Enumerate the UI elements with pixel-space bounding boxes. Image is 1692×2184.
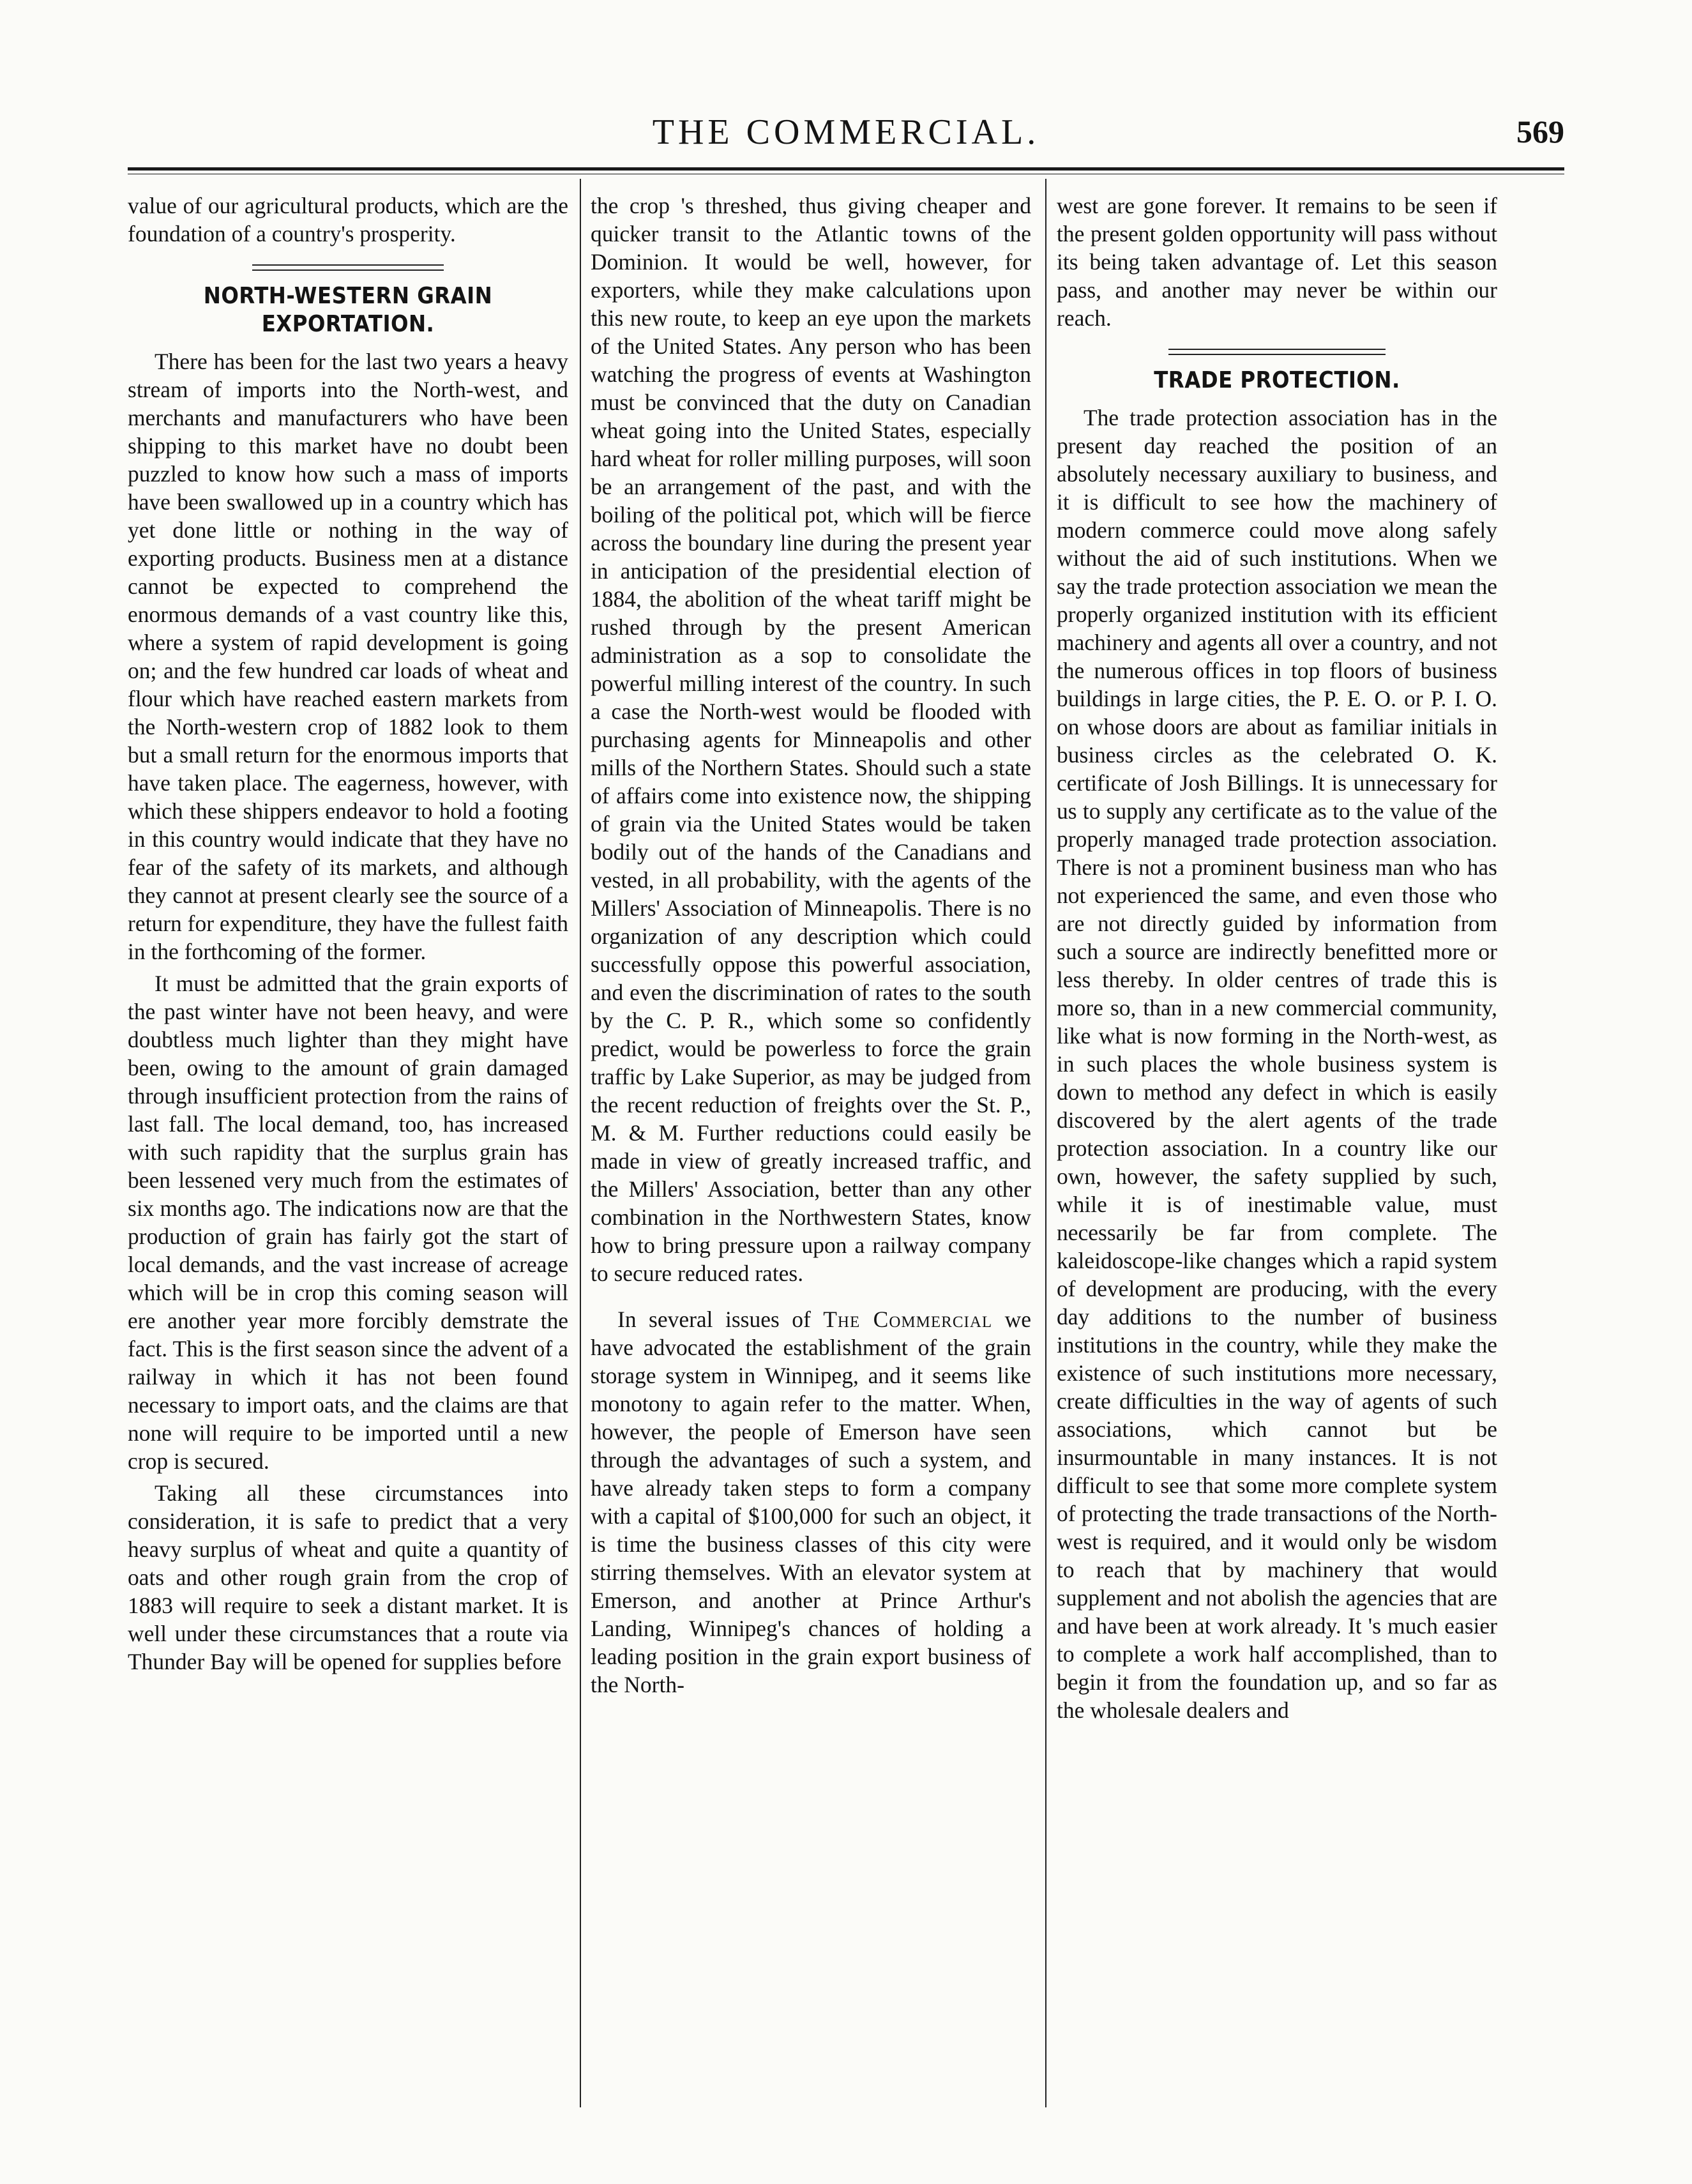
column-2 [591, 192, 1031, 2107]
column-divider [580, 179, 581, 2107]
section-separator [252, 264, 444, 271]
section-separator [1168, 349, 1386, 355]
column-1 [128, 192, 568, 2107]
masthead [128, 112, 1564, 156]
article-heading: NORTH-WESTERN GRAIN EXPORTATION. [203, 283, 493, 337]
article-continuation: west are gone forever. It remains to be seen if the present golden opportunity will pass without its being taken advantage of. Let this season pass, and another may never be within our reach. [1057, 193, 1497, 331]
paragraph: The trade protection association has in the present day reached the position of an absolutely necessary auxiliary to business, and it is difficult to see how the machinery of modern commerce could move along safely without the aid of such institutions. When we say the trade protection association we mean the properly organized institution with its efficient machinery and agents all over a country, and not the numerous offices in top floors of business buildings in large cities, the P. E. O. or P. I. O. on whose doors are about as familiar initials in business circles as the celebrated O. K. certificate of Josh Billings. It is unnecessary for us to supply any certificate as to the value of the properly managed trade protection association. There is not a prominent business man who has not experienced the same, and even those who are not directly guided by information from such a source are indirectly benefitted more or less thereby. In older centres of trade this is more so, than in a new commercial community, like what is now forming in the North-west, as in such places the whole business system is down to method any defect in which is easily discovered by the alert agents of the trade protection association. In a country like our own, however, the safety supplied by such, while it is of inestimable value, must necessarily be far from complete. The kaleidoscope-like changes which a rapid system of development are producing, with the every day additions to the number of business institutions in the country, while they make the existence of such institutions more necessary, create difficulties in the way of agents of such associations, which cannot but be insurmountable in many instances. It is not difficult to see that some more complete system of protecting the trade transactions of the North-west is required, and it would only be wisdom to reach that by machinery that would supplement and not abolish the agencies that are and have been at work already. It 's much easier to complete a work half accomplished, than to begin it from the foundation up, and so far as the wholesale dealers and [1057, 405, 1497, 1723]
header-rule [128, 167, 1564, 174]
text-run: we have advocated the establishment of the grain storage system in Winnipeg, and it seems like monotony to again refer to the matter. When, however, the people of Emerson have seen through the advantages of such a system, and have already taken steps to form a company with a capital of $100,000 for such an object, it is time the business classes of this city were stirring themselves. With an elevator system at Emerson, and another at Prince Arthur's Landing, Winnipeg's chances of holding a leading position in the grain export business of the North- [591, 1307, 1031, 1697]
page-number: 569 [1516, 114, 1564, 149]
paragraph: It must be admitted that the grain exports of the past winter have not been heavy, and were doubtless much lighter than they might have been, owing to the amount of grain damaged through insufficient protection from the rains of last fall. The local demand, too, has increased with such rapidity that the surplus grain has been lessened very much from the estimates of six months ago. The indications now are that the production of grain has fairly got the start of local demands, and the vast increase of acreage which will be in crop this coming season will ere another year more forcibly demstrate the fact. This is the first season since the advent of a railway in which it has not been found necessary to import oats, and the claims are that none will require to be imported until a new crop is secured. [128, 971, 568, 1474]
article-heading: TRADE PROTECTION. [1154, 367, 1400, 393]
text-run: In several issues of [617, 1307, 824, 1332]
article-continuation: value of our agricultural products, which are the foundation of a country's prosperity. [128, 193, 568, 246]
newspaper-title: THE COMMERCIAL. [652, 112, 1040, 152]
column-divider [1045, 179, 1046, 2107]
publication-name: The Commercial [823, 1307, 993, 1332]
paragraph: There has been for the last two years a heavy stream of imports into the North-west, and merchants and manufacturers who have been shipping to this market have no doubt been puzzled to know how such a mass of imports have been swallowed up in a country which has yet done little or nothing in the way of exporting products. Business men at a distance cannot be expected to comprehend the enormous demands of a vast country like this, where a system of rapid development is going on; and the few hundred car loads of wheat and flour which have reached eastern markets from the North-western crop of 1882 look to them but a small return for the enormous imports that have taken place. The eagerness, however, with which these shippers endeavor to hold a footing in this country would indicate that they have no fear of the safety of its markets, and although they cannot at present clearly see the source of a return for expenditure, they have the fullest faith in the forthcoming of the former. [128, 349, 568, 964]
paragraph: Taking all these circumstances into consideration, it is safe to predict that a very heavy surplus of wheat and quite a quantity of oats and other rough grain from the crop of 1883 will require to seek a distant market. It is well under these circumstances that a route via Thunder Bay will be opened for supplies before [128, 1480, 568, 1674]
column-3 [1057, 192, 1497, 2107]
paragraph-gap [591, 1287, 1031, 1305]
paragraph [591, 1305, 1031, 1699]
paragraph: the crop 's threshed, thus giving cheaper and quicker transit to the Atlantic towns of the Dominion. It would be well, however, for exporters, while they make calculations upon this new route, to keep an eye upon the markets of the United States. Any person who has been watching the progress of events at Washington must be convinced that the duty on Canadian wheat going into the United States, especially hard wheat for roller milling purposes, will soon be an arrangement of the past, and with the boiling of the political pot, which will be fierce across the boundary line during the present year in anticipation of the presidential election of 1884, the abolition of the wheat tariff might be rushed through by the present American administration as a sop to consolidate the powerful milling interest of the country. In such a case the North-west would be flooded with purchasing agents for Minneapolis and other mills of the Northern States. Should such a state of affairs come into existence now, the shipping of grain via the United States would be taken bodily out of the hands of the Canadians and vested, in all probability, with the agents of the Millers' Association of Minneapolis. There is no organization of any description which could successfully oppose this powerful association, and even the discrimination of rates to the south by the C. P. R., which some so confidently predict, would be powerless to force the grain traffic by Lake Superior, as may be judged from the recent reduction of freights over the St. P., M. & M. Further reductions could easily be made in view of greatly increased traffic, and the Millers' Association, better than any other combination in the Northwestern States, know how to bring pressure upon a railway company to secure reduced rates. [591, 193, 1031, 1286]
